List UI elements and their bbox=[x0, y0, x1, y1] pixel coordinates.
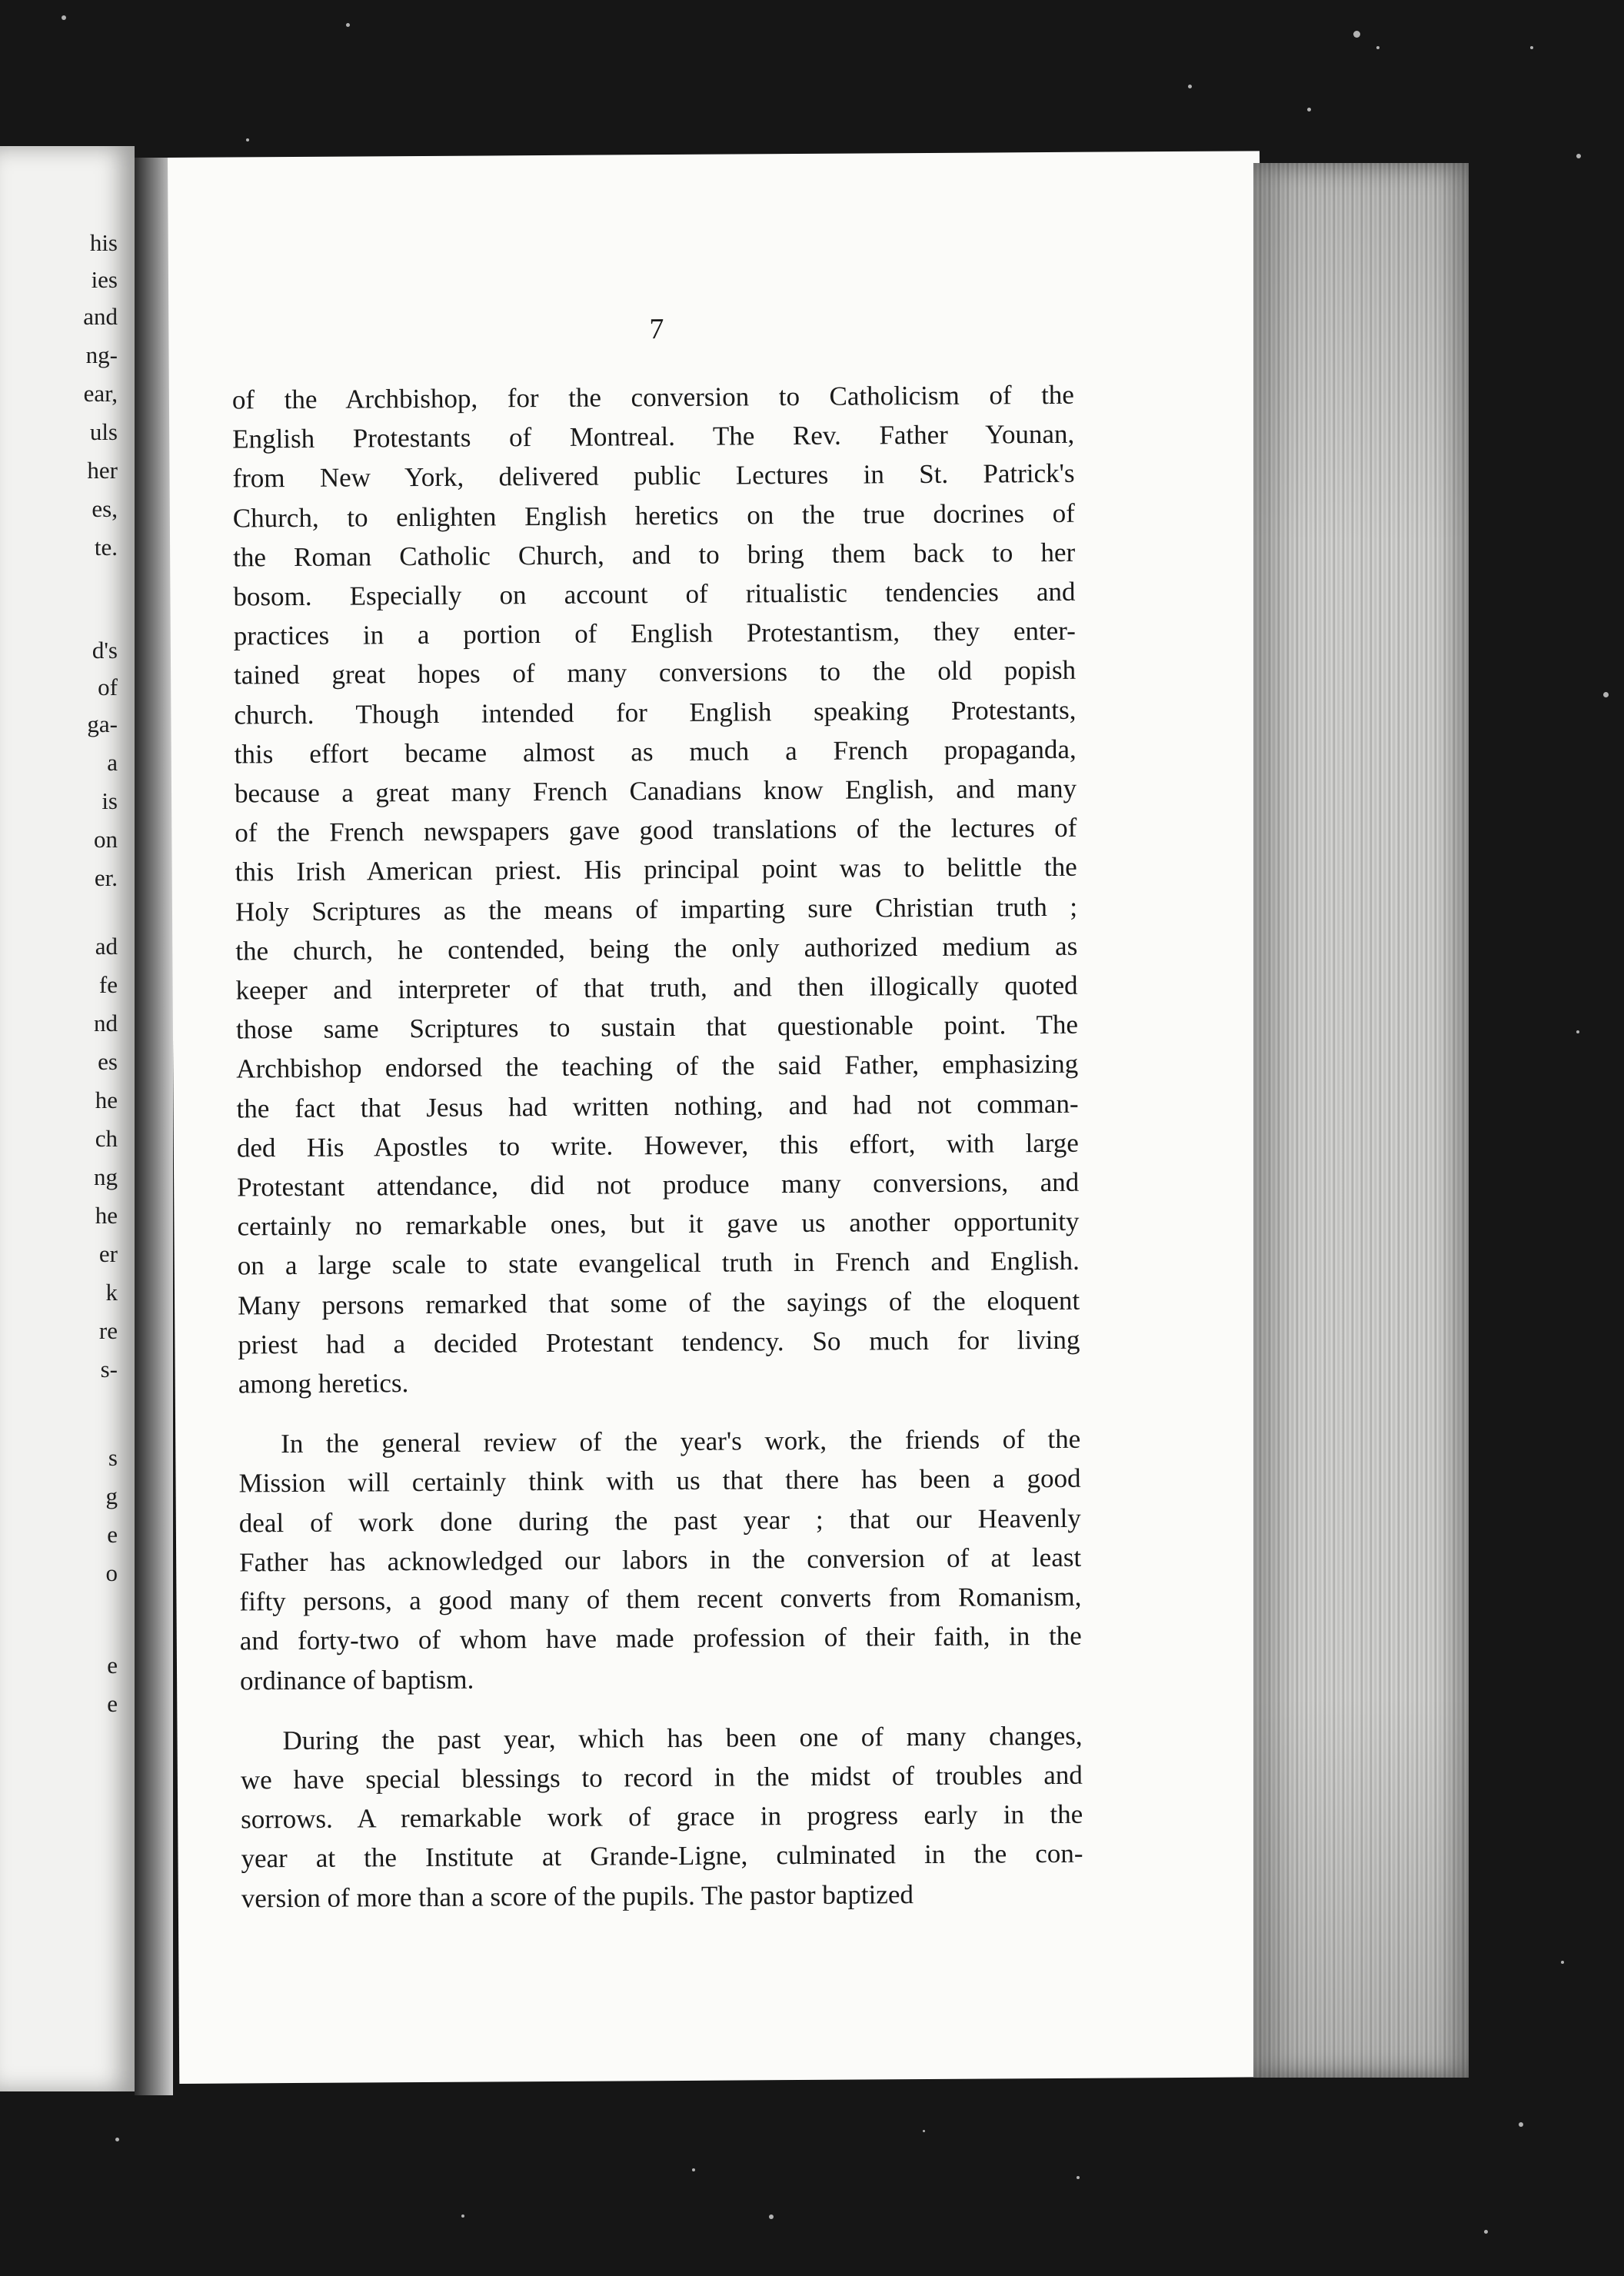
left-page-fragment: g bbox=[105, 1482, 118, 1509]
text-line: deal of work done during the past year ; that our Heavenly bbox=[238, 1502, 1081, 1539]
left-page-fragment: on bbox=[94, 826, 118, 853]
left-page-fragment: e bbox=[107, 1521, 118, 1548]
text-line: fifty persons, a good many of them recent converts from Romanism, bbox=[239, 1581, 1082, 1617]
dust-speck bbox=[692, 2168, 695, 2171]
dust-speck bbox=[461, 2214, 464, 2218]
text-line: the fact that Jesus had written nothing, and had not comman- bbox=[236, 1088, 1079, 1124]
text-line: Archbishop endorsed the teaching of the said Father, emphasizing bbox=[236, 1049, 1079, 1084]
left-page-fragment: s bbox=[108, 1444, 118, 1471]
left-page-fragment: nd bbox=[94, 1010, 118, 1037]
text-line: English Protestants of Montreal. The Rev. Father Younan, bbox=[232, 419, 1075, 454]
left-page-fragment: re bbox=[98, 1317, 118, 1344]
dust-speck bbox=[115, 2138, 119, 2141]
text-line: Father has acknowledged our labors in the conversion of at least bbox=[239, 1542, 1082, 1578]
text-line: Church, to enlighten English heretics on the true docrines of bbox=[232, 497, 1075, 534]
left-page-fragment: ear, bbox=[83, 380, 118, 407]
text-line: this Irish American priest. His principal point was to belittle the bbox=[235, 852, 1077, 887]
dust-speck bbox=[62, 15, 66, 20]
left-page-fragment: er bbox=[98, 1240, 118, 1267]
dust-speck bbox=[1307, 108, 1311, 111]
left-page-fragment: er. bbox=[94, 864, 118, 891]
left-page-fragment: uls bbox=[89, 418, 118, 445]
text-line: version of more than a score of the pupils. The pastor baptized bbox=[241, 1878, 914, 1913]
dust-speck bbox=[1603, 692, 1609, 697]
text-line: certainly no remarkable ones, but it gave us another opportunity bbox=[237, 1206, 1080, 1242]
dust-speck bbox=[1561, 1961, 1564, 1964]
left-page-fragment: he bbox=[95, 1086, 118, 1113]
left-page-fragment: te. bbox=[94, 534, 118, 561]
dust-speck bbox=[1353, 31, 1360, 38]
text-line: of the Archbishop, for the conversion to Catholicism of the bbox=[231, 379, 1075, 415]
text-line: sorrows. A remarkable work of grace in progress early in the bbox=[241, 1799, 1083, 1835]
left-page-fragment: e bbox=[107, 1652, 118, 1679]
dust-speck bbox=[1576, 1030, 1579, 1033]
text-line: Many persons remarked that some of the sayings of the eloquent bbox=[238, 1285, 1080, 1321]
dust-speck bbox=[346, 23, 350, 27]
text-line: ded His Apostles to write. However, this effort, with large bbox=[236, 1127, 1079, 1163]
left-page-fragment: he bbox=[95, 1202, 118, 1229]
text-line: keeper and interpreter of that truth, and then illogically quoted bbox=[235, 970, 1078, 1006]
text-line: this effort became almost as much a French propaganda, bbox=[234, 734, 1077, 770]
text-line: those same Scriptures to sustain that questionable point. The bbox=[235, 1010, 1079, 1045]
left-page-fragment: es bbox=[98, 1048, 118, 1075]
left-page-fragment: ng- bbox=[85, 341, 118, 368]
text-line: of the French newspapers gave good translations of the lectures of bbox=[235, 813, 1077, 848]
text-line: because a great many French Canadians know English, and many bbox=[234, 773, 1077, 809]
text-line: among heretics. bbox=[238, 1368, 409, 1399]
book-gutter bbox=[135, 158, 173, 2095]
left-page-fragment: d's bbox=[92, 637, 118, 664]
paragraph bbox=[232, 375, 1080, 1404]
left-page-fragment: o bbox=[105, 1559, 118, 1586]
dust-speck bbox=[1188, 85, 1192, 88]
left-page-fragment: k bbox=[105, 1279, 118, 1306]
dust-speck bbox=[1077, 2176, 1080, 2179]
dust-speck bbox=[1484, 2230, 1488, 2234]
left-page-fragment: fe bbox=[98, 971, 118, 998]
text-line: Mission will certainly think with us that there has been a good bbox=[238, 1463, 1081, 1499]
text-line: Protestant attendance, did not produce many conversions, and bbox=[237, 1166, 1080, 1203]
left-page-fragment: ga- bbox=[87, 710, 118, 737]
left-page-fragment: ies bbox=[91, 266, 118, 293]
text-line: the church, he contended, being the only authorized medium as bbox=[235, 930, 1078, 967]
dust-speck bbox=[246, 138, 249, 141]
left-page-fragment: ng bbox=[94, 1163, 118, 1190]
dust-speck bbox=[1376, 46, 1379, 49]
dust-speck bbox=[1530, 46, 1533, 49]
left-page-fragment: ch bbox=[95, 1125, 118, 1152]
page-number: 7 bbox=[649, 313, 664, 346]
text-line: and forty-two of whom have made profession of their faith, in the bbox=[239, 1621, 1082, 1656]
left-page-text-fragments bbox=[0, 146, 135, 2091]
text-line: tained great hopes of many conversions to the old popish bbox=[233, 655, 1077, 690]
left-facing-page bbox=[0, 146, 135, 2091]
dust-speck bbox=[769, 2214, 774, 2219]
text-line: on a large scale to state evangelical truth in French and English. bbox=[237, 1246, 1080, 1281]
page-edges bbox=[1253, 163, 1469, 2078]
left-page-fragment: a bbox=[107, 749, 118, 776]
left-page-fragment: es, bbox=[92, 495, 118, 522]
left-page-fragment: ad bbox=[95, 933, 118, 960]
dust-speck bbox=[1519, 2122, 1523, 2127]
text-line: priest had a decided Protestant tendency. So much for living bbox=[238, 1324, 1080, 1360]
text-line: ordinance of baptism. bbox=[239, 1664, 474, 1695]
text-line: church. Though intended for English speaking Protestants, bbox=[234, 694, 1077, 730]
text-line: In the general review of the year's work, the friends of the bbox=[281, 1424, 1081, 1459]
page-body-text bbox=[232, 375, 1083, 1918]
dust-speck bbox=[1576, 154, 1581, 158]
text-line: bosom. Especially on account of ritualistic tendencies and bbox=[233, 576, 1076, 612]
dust-speck bbox=[923, 2130, 925, 2132]
text-line: practices in a portion of English Protestantism, they enter- bbox=[233, 616, 1076, 651]
left-page-fragment: e bbox=[107, 1690, 118, 1717]
text-line: Holy Scriptures as the means of imparting sure Christian truth ; bbox=[235, 891, 1078, 927]
paragraph bbox=[240, 1715, 1083, 1918]
left-page-fragment: s- bbox=[100, 1356, 118, 1383]
text-line: year at the Institute at Grande-Ligne, culminated in the con- bbox=[241, 1838, 1083, 1874]
text-line: we have special blessings to record in the midst of troubles and bbox=[240, 1759, 1083, 1795]
left-page-fragment: and bbox=[83, 303, 118, 330]
paragraph bbox=[238, 1419, 1082, 1700]
left-page-fragment: is bbox=[102, 787, 118, 814]
left-page-fragment: his bbox=[89, 229, 118, 256]
text-line: During the past year, which has been one of many changes, bbox=[282, 1720, 1083, 1755]
text-line: the Roman Catholic Church, and to bring them back to her bbox=[233, 537, 1076, 573]
left-page-fragment: of bbox=[98, 674, 118, 700]
left-page-fragment: her bbox=[87, 457, 118, 484]
text-line: from New York, delivered public Lectures in St. Patrick's bbox=[232, 458, 1075, 494]
book-page bbox=[168, 151, 1271, 2084]
